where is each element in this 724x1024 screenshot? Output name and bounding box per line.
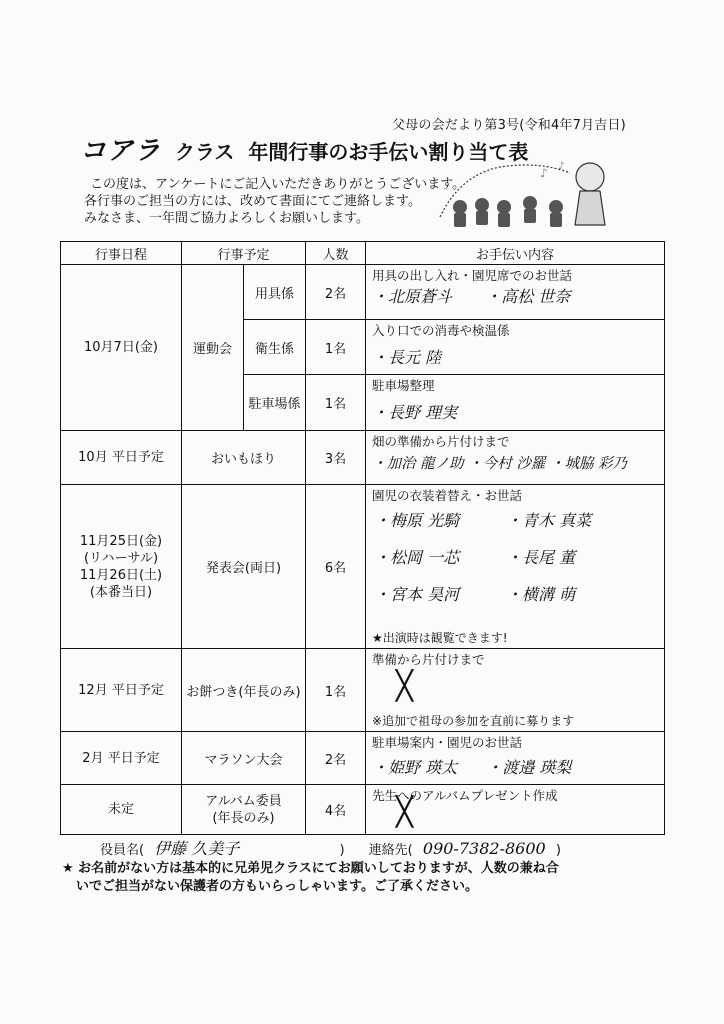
task-text: 園児の衣装着替え・お世話 xyxy=(372,488,523,503)
album-count: 4名 xyxy=(306,785,366,835)
svg-text:♪: ♪ xyxy=(540,166,548,180)
date-line: (リハーサル) xyxy=(83,550,159,566)
volunteer-name: ・青木 真菜 xyxy=(506,511,592,530)
mochi-count: 1名 xyxy=(306,649,366,732)
table-header-row xyxy=(61,242,665,265)
table-row xyxy=(61,785,665,835)
count-parking: 1名 xyxy=(306,375,366,431)
intro-line: 各行事のご担当の方には、改めて書面にてご連絡します。 xyxy=(84,194,421,209)
task-text: 畑の準備から片付けまで xyxy=(372,434,510,449)
note-line: ★ お名前がない方は基本的に兄弟児クラスにてお願いしておりますが、人数の兼ね合 xyxy=(62,861,559,876)
children-illustration xyxy=(430,155,630,235)
note-line: いでご担当がない保護者の方もいらっしゃいます。ご了承ください。 xyxy=(76,879,478,894)
header-help: お手伝い内容 xyxy=(366,242,665,265)
volunteer-name: ・宮本 昊河 xyxy=(374,585,460,604)
officer-name: 伊藤 久美子 xyxy=(154,839,240,858)
volunteer-name: ・長野 理実 xyxy=(372,403,458,422)
header-event: 行事予定 xyxy=(182,242,306,265)
mochi-date: 12月 平日予定 xyxy=(61,649,182,732)
officer-close: ) xyxy=(339,843,345,858)
header-count: 人数 xyxy=(306,242,366,265)
happyo-count: 6名 xyxy=(306,485,366,649)
volunteer-name: ・長尾 董 xyxy=(506,548,576,567)
count-tools: 2名 xyxy=(306,265,366,320)
album-event xyxy=(182,785,306,835)
event-line: アルバム委員 xyxy=(205,793,282,809)
header-date: 行事日程 xyxy=(61,242,182,265)
volunteer-name: ・高松 世奈 xyxy=(485,287,571,306)
intro-line: この度は、アンケートにご記入いただきありがとうございます。 xyxy=(90,177,466,192)
role-parking: 駐車場係 xyxy=(244,375,306,431)
help-happyo xyxy=(366,485,665,649)
grandmother-note: ※追加で祖母の参加を直前に募ります xyxy=(372,714,575,728)
date-line: 11月26日(土) xyxy=(79,567,163,583)
handwritten-names xyxy=(372,755,664,778)
help-hygiene xyxy=(366,320,665,375)
contact-close: ) xyxy=(555,843,561,858)
volunteer-name: ・横溝 萌 xyxy=(506,585,576,604)
help-mochi xyxy=(366,649,665,732)
table-row xyxy=(61,265,665,320)
help-parking xyxy=(366,375,665,431)
mochi-event: お餅つき(年長のみ) xyxy=(182,649,306,732)
role-hygiene: 衛生係 xyxy=(244,320,306,375)
help-album xyxy=(366,785,665,835)
volunteer-name: ・姫野 瑛太 xyxy=(372,758,458,777)
volunteer-name: ・松岡 一芯 xyxy=(374,548,460,567)
contact-label: 連絡先( xyxy=(368,843,413,858)
volunteer-name: ・梅原 光騎 xyxy=(374,511,460,530)
footer-note xyxy=(62,860,559,896)
title-text: クラス 年間行事のお手伝い割り当て表 xyxy=(175,140,529,164)
handwritten-names xyxy=(374,508,664,605)
marathon-event: マラソン大会 xyxy=(182,732,306,785)
happyo-event: 発表会(両日) xyxy=(182,485,306,649)
imo-count: 3名 xyxy=(306,431,366,485)
task-text: 用具の出し入れ・園児席でのお世話 xyxy=(372,268,573,283)
marathon-count: 2名 xyxy=(306,732,366,785)
help-marathon xyxy=(366,732,665,785)
count-hygiene: 1名 xyxy=(306,320,366,375)
task-text: 駐車場案内・園児のお世話 xyxy=(372,735,523,750)
event-line: (年長のみ) xyxy=(212,810,275,826)
imo-date: 10月 平日予定 xyxy=(61,431,182,485)
assignment-table xyxy=(60,241,665,835)
volunteer-name: ・北原蒼斗 xyxy=(372,287,453,306)
album-date: 未定 xyxy=(61,785,182,835)
viewing-note: ★出演時は観覧できます! xyxy=(372,631,508,645)
imo-event: おいもほり xyxy=(182,431,306,485)
marathon-date: 2月 平日予定 xyxy=(61,732,182,785)
help-tools xyxy=(366,265,665,320)
task-text: 準備から片付けまで xyxy=(372,652,485,667)
handwritten-names: ・加治 龍ノ助 ・今村 沙羅 ・城脇 彩乃 xyxy=(372,456,628,472)
role-tools: 用具係 xyxy=(244,265,306,320)
volunteer-name: ・渡邉 瑛梨 xyxy=(486,758,572,777)
officer-label: 役員名( xyxy=(100,843,145,858)
class-name: コアラ xyxy=(80,136,162,166)
officer-contact xyxy=(100,836,561,859)
intro-text xyxy=(84,176,465,227)
happyo-date xyxy=(61,485,182,649)
handwritten-names xyxy=(372,284,664,307)
cross-mark-icon: ╳ xyxy=(396,795,413,828)
date-line: (本番当日) xyxy=(89,584,153,600)
volunteer-name: ・長元 陸 xyxy=(372,348,442,367)
task-text: 入り口での消毒や検温係 xyxy=(372,323,510,338)
publication-line: 父母の会だより第3号(令和4年7月吉日) xyxy=(392,118,626,133)
sports-event: 運動会 xyxy=(182,265,244,431)
date-line: 11月25日(金) xyxy=(79,533,163,549)
contact-value: 090-7382-8600 xyxy=(422,839,546,858)
svg-text:♪: ♪ xyxy=(558,161,565,172)
table-row xyxy=(61,431,665,485)
task-text: 駐車場整理 xyxy=(372,378,435,393)
table-row xyxy=(61,649,665,732)
help-imo xyxy=(366,431,665,485)
table-row xyxy=(61,485,665,649)
cross-mark-icon: ╳ xyxy=(396,669,413,702)
sports-date: 10月7日(金) xyxy=(61,265,182,431)
intro-line: みなさま、一年間ご協力よろしくお願いします。 xyxy=(84,211,369,226)
table-row xyxy=(61,732,665,785)
task-text: 先生へのアルバムプレゼント作成 xyxy=(372,788,558,803)
